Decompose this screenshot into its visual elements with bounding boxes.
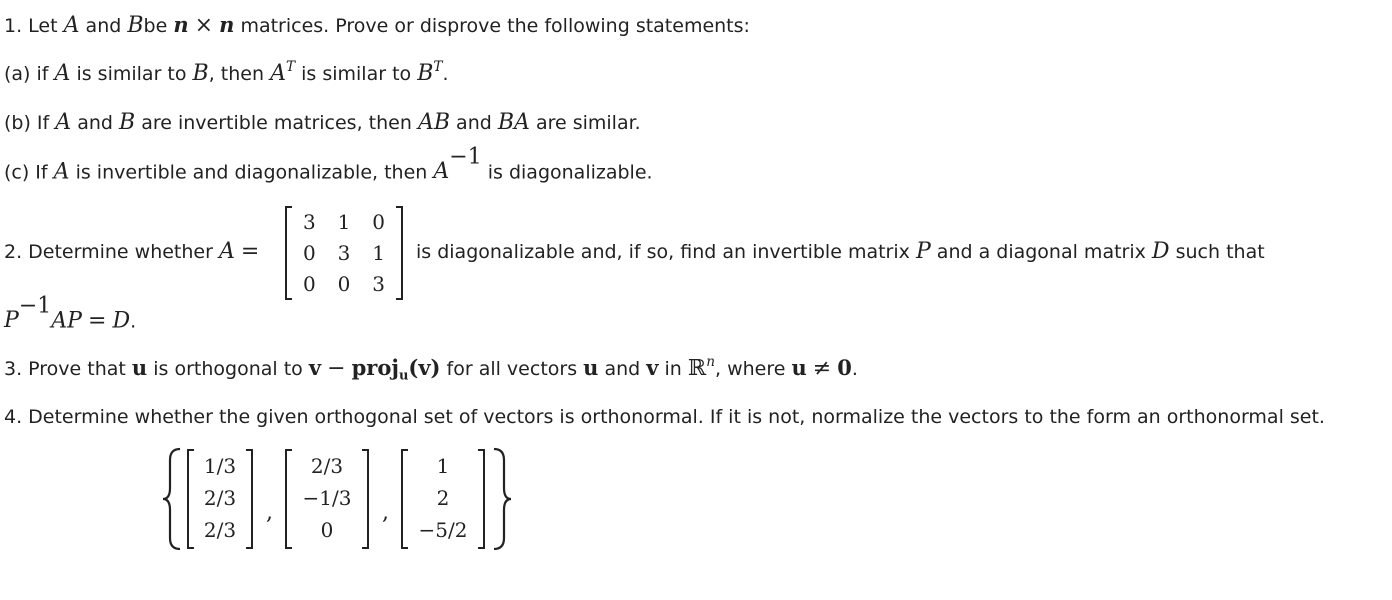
q1-part-c	[4, 145, 653, 185]
matrix-A-cells	[292, 207, 396, 300]
subscript-u: u	[398, 368, 409, 384]
part-a-text: is similar to	[76, 63, 187, 85]
math-times: ×	[194, 13, 214, 38]
period: .	[130, 310, 137, 333]
vector-entry: 2/3	[203, 518, 237, 542]
q3-prefix: 3. Prove that	[4, 358, 126, 380]
q1-part-a	[4, 61, 449, 87]
part-a-text: is similar to	[301, 63, 412, 85]
comma: ,	[266, 500, 273, 525]
math-A: A	[54, 61, 71, 86]
math-A: A	[53, 159, 70, 185]
part-c-text: is invertible and diagonalizable, then	[75, 161, 428, 184]
vector-1	[194, 450, 246, 546]
math-R: ℝ	[687, 356, 707, 381]
math-equals: =	[240, 239, 260, 264]
part-b-text: are invertible matrices, then	[141, 112, 412, 134]
period: .	[851, 358, 858, 380]
math-Rn	[688, 356, 715, 381]
math-vector-u: u	[791, 355, 807, 380]
q2-prefix: 2. Determine whether	[4, 241, 213, 263]
q1-statement	[4, 12, 750, 39]
vector-entry: 1	[436, 454, 450, 478]
matrix-cell: 0	[302, 272, 316, 296]
part-b-and: and	[77, 112, 113, 134]
part-a-prefix: (a) if	[4, 63, 49, 85]
matrix-cell: 0	[372, 210, 386, 234]
q2-text: and a diagonal matrix	[936, 241, 1146, 263]
math-P: P	[915, 239, 931, 264]
math-minus: −	[327, 356, 346, 381]
q1-be: be	[143, 15, 168, 37]
superscript-minus-one: −1	[449, 145, 482, 170]
q1-part-b	[4, 110, 641, 136]
math-proj: proj	[351, 355, 399, 380]
vector-set	[162, 446, 512, 552]
matrix-cell: 3	[337, 241, 351, 265]
math-A-transpose	[270, 61, 295, 86]
q2-statement-continued	[416, 239, 1265, 265]
math-B: B	[119, 110, 136, 135]
q1-and: and	[85, 15, 122, 37]
matrix-cell: 0	[302, 241, 316, 265]
vector-entry: 2	[436, 486, 450, 510]
q3-text: in	[664, 358, 682, 380]
vector-entry: 1/3	[203, 454, 237, 478]
math-n: n	[173, 12, 189, 37]
math-projection	[351, 355, 441, 384]
q3-text: is orthogonal to	[153, 358, 303, 380]
vector-entry: 2/3	[310, 454, 344, 478]
matrix-cell: 3	[372, 272, 386, 296]
part-b-end: are similar.	[535, 112, 641, 134]
q4-text: 4. Determine whether the given orthogonal set of vectors is orthonormal. If it is not, normalize the vectors to the form an orthonormal set.	[4, 406, 1325, 428]
vector-3	[408, 450, 478, 546]
q2-text: is diagonalizable and, if so, find an invertible matrix	[416, 241, 910, 263]
math-zero-vector: 0	[837, 355, 852, 380]
math-proj-arg: (v)	[408, 355, 441, 380]
vector-entry: −1/3	[302, 486, 352, 510]
matrix-A	[282, 205, 406, 301]
superscript-T: T	[433, 59, 443, 76]
vector-entry: −5/2	[418, 518, 468, 542]
q3-text: and	[604, 358, 641, 380]
math-vector-v: v	[646, 355, 659, 380]
superscript-T: T	[285, 59, 296, 76]
q3-text: for all vectors	[446, 358, 578, 380]
math-AB: AB	[417, 110, 450, 135]
vector-entry: 2/3	[203, 486, 237, 510]
part-b-and: and	[456, 112, 492, 134]
q2-text: such that	[1175, 241, 1265, 263]
part-c-end: is diagonalizable.	[487, 161, 653, 184]
superscript-n: n	[706, 354, 715, 371]
q1-prefix: 1. Let	[4, 15, 58, 37]
math-B: B	[192, 61, 209, 86]
math-A: A	[63, 13, 80, 38]
part-c-prefix: (c) If	[4, 161, 48, 184]
matrix-cell: 0	[337, 272, 351, 296]
matrix-cell: 3	[302, 210, 316, 234]
math-vector-v: v	[308, 355, 322, 380]
math-B: B	[417, 61, 434, 86]
math-B: B	[127, 13, 144, 38]
math-P-inverse	[4, 294, 52, 334]
math-D: D	[112, 308, 131, 334]
math-equals: =	[88, 308, 107, 334]
q2-statement	[4, 239, 259, 265]
math-BA: BA	[497, 110, 530, 135]
math-A: A	[218, 239, 235, 264]
math-D: D	[1151, 239, 1170, 264]
math-AP: AP	[51, 308, 82, 334]
vector-entry: 0	[320, 518, 334, 542]
q2-equation	[4, 294, 137, 334]
part-a-then: , then	[208, 63, 265, 85]
q3-text: , where	[714, 358, 786, 380]
math-A: A	[55, 110, 72, 135]
math-A: A	[433, 159, 450, 185]
superscript-minus-one: −1	[18, 294, 52, 319]
math-not-equal: ≠	[812, 356, 832, 381]
q3-statement	[4, 355, 858, 382]
math-B-transpose	[417, 61, 442, 86]
math-P: P	[4, 308, 19, 334]
vector-2	[292, 450, 362, 546]
math-n: n	[219, 12, 235, 37]
q4-statement	[4, 404, 1325, 430]
math-A: A	[270, 61, 286, 86]
q1-matrices-text: matrices. Prove or disprove the following statements:	[240, 15, 750, 37]
matrix-cell: 1	[337, 210, 351, 234]
part-b-prefix: (b) If	[4, 112, 50, 134]
matrix-cell: 1	[372, 241, 386, 265]
period: .	[442, 63, 449, 85]
math-vector-u: u	[583, 355, 599, 380]
math-vector-u: u	[131, 355, 148, 380]
math-A-inverse	[433, 145, 482, 185]
comma: ,	[382, 500, 389, 525]
